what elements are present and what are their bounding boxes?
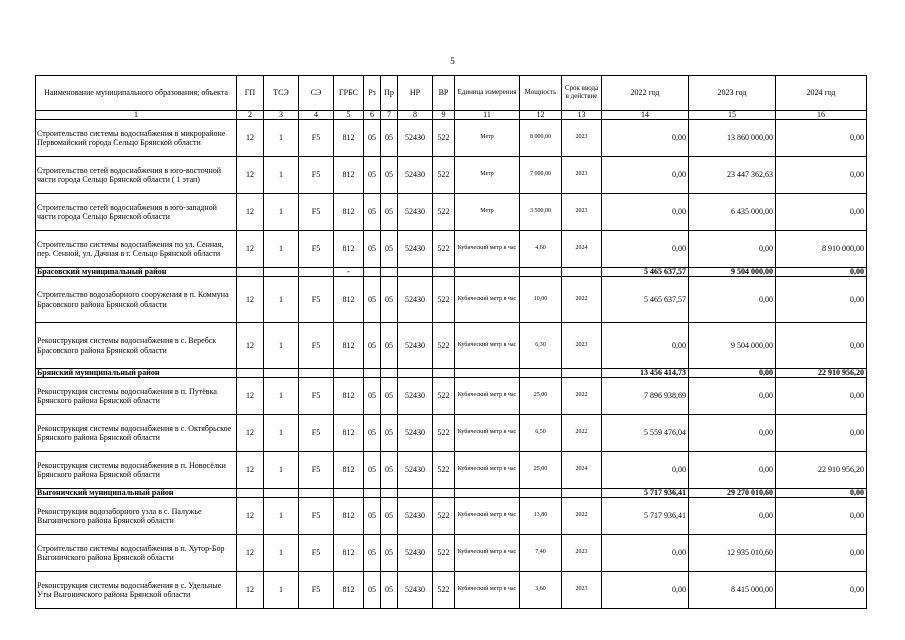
cell-gp: 12 xyxy=(237,498,264,535)
amount-2024: 0,00 xyxy=(776,323,867,369)
cell-tse: 1 xyxy=(264,498,299,535)
cell-term: 2023 xyxy=(562,572,602,609)
cell-gp: 12 xyxy=(237,415,264,452)
object-name: Реконструкция водозаборного узла в с. Палужье Выгоничского района Брянской области xyxy=(36,498,237,535)
cell-unit: Кубический метр в час xyxy=(455,231,520,268)
cell-se: F5 xyxy=(299,120,334,157)
object-name: Строительство системы водоснабжения в п. Хутор-Бор Выгоничского района Брянской области xyxy=(36,535,237,572)
cell-unit: Метр xyxy=(455,157,520,194)
column-number: 7 xyxy=(381,111,398,120)
cell-power xyxy=(520,489,562,498)
cell-tse: 1 xyxy=(264,323,299,369)
cell-se: F5 xyxy=(299,415,334,452)
amount-2024: 0,00 xyxy=(776,194,867,231)
amount-2023: 0,00 xyxy=(689,369,776,378)
cell-nr: 52430 xyxy=(398,277,433,323)
amount-2024: 0,00 xyxy=(776,535,867,572)
amount-2022: 7 896 938,69 xyxy=(602,378,689,415)
object-name: Строительство системы водоснабжения по ул. Сенная, пер. Сенной, ул. Дачная в г. Сельцо Брянской области xyxy=(36,231,237,268)
cell-pr: 05 xyxy=(381,323,398,369)
column-number: 6 xyxy=(364,111,381,120)
table-row xyxy=(36,498,867,535)
table-row xyxy=(36,194,867,231)
cell-vr xyxy=(433,489,455,498)
cell-unit: Метр xyxy=(455,194,520,231)
cell-vr: 522 xyxy=(433,194,455,231)
cell-gp: 12 xyxy=(237,323,264,369)
cell-unit xyxy=(455,369,520,378)
cell-rz: 05 xyxy=(364,323,381,369)
header-gp: ГП xyxy=(237,76,264,111)
object-name: Реконструкция системы водоснабжения в с. Октябрьское Брянского района Брянской области xyxy=(36,415,237,452)
column-number: 15 xyxy=(689,111,776,120)
cell-tse: 1 xyxy=(264,378,299,415)
cell-term: 2022 xyxy=(562,415,602,452)
cell-unit: Кубический метр в час xyxy=(455,277,520,323)
cell-pr: 05 xyxy=(381,452,398,489)
amount-2022: 5 465 637,57 xyxy=(602,277,689,323)
column-number: 1 xyxy=(36,111,237,120)
cell-tse: 1 xyxy=(264,120,299,157)
object-name: Строительство водозаборного сооружения в п. Коммуна Брасовского района Брянской области xyxy=(36,277,237,323)
cell-term: 2023 xyxy=(562,323,602,369)
cell-se: F5 xyxy=(299,572,334,609)
cell-tse xyxy=(264,268,299,277)
cell-grbs xyxy=(334,489,364,498)
table-row xyxy=(36,535,867,572)
cell-se xyxy=(299,369,334,378)
table-row xyxy=(36,231,867,268)
amount-2023: 9 504 000,00 xyxy=(689,323,776,369)
amount-2023: 29 270 010,60 xyxy=(689,489,776,498)
cell-term xyxy=(562,489,602,498)
cell-vr: 522 xyxy=(433,535,455,572)
cell-power: 8 000,00 xyxy=(520,120,562,157)
column-number: 13 xyxy=(562,111,602,120)
amount-2024: 0,00 xyxy=(776,157,867,194)
cell-pr: 05 xyxy=(381,378,398,415)
cell-nr xyxy=(398,268,433,277)
table-row xyxy=(36,452,867,489)
cell-unit: Кубический метр в час xyxy=(455,378,520,415)
cell-term: 2023 xyxy=(562,535,602,572)
cell-gp xyxy=(237,268,264,277)
cell-grbs: 812 xyxy=(334,415,364,452)
cell-gp: 12 xyxy=(237,157,264,194)
district-name: Брасовский муниципальный район xyxy=(36,268,237,277)
cell-grbs: 812 xyxy=(334,498,364,535)
amount-2024: 0,00 xyxy=(776,277,867,323)
cell-tse: 1 xyxy=(264,277,299,323)
cell-gp: 12 xyxy=(237,535,264,572)
amount-2022: 5 465 637,57 xyxy=(602,268,689,277)
amount-2024: 0,00 xyxy=(776,572,867,609)
cell-power xyxy=(520,268,562,277)
cell-power: 6,30 xyxy=(520,323,562,369)
amount-2022: 0,00 xyxy=(602,323,689,369)
object-name: Строительство сетей водоснабжения в юго-западной части города Сельцо Брянской области xyxy=(36,194,237,231)
cell-term: 2024 xyxy=(562,452,602,489)
cell-gp: 12 xyxy=(237,194,264,231)
amount-2023: 9 504 000,00 xyxy=(689,268,776,277)
object-name: Строительство сетей водоснабжения в юго-восточной части города Сельцо Брянской области ( 1 этап) xyxy=(36,157,237,194)
cell-term xyxy=(562,268,602,277)
amount-2024: 0,00 xyxy=(776,415,867,452)
cell-grbs: 812 xyxy=(334,157,364,194)
cell-term: 2022 xyxy=(562,378,602,415)
cell-pr: 05 xyxy=(381,277,398,323)
cell-gp: 12 xyxy=(237,120,264,157)
cell-nr xyxy=(398,369,433,378)
cell-grbs: 812 xyxy=(334,323,364,369)
cell-pr xyxy=(381,369,398,378)
cell-se xyxy=(299,268,334,277)
cell-term xyxy=(562,369,602,378)
amount-2022: 0,00 xyxy=(602,120,689,157)
cell-grbs: 812 xyxy=(334,378,364,415)
cell-rz: 05 xyxy=(364,415,381,452)
cell-unit: Метр xyxy=(455,120,520,157)
cell-rz xyxy=(364,268,381,277)
amount-2022: 0,00 xyxy=(602,157,689,194)
amount-2024: 0,00 xyxy=(776,120,867,157)
district-row xyxy=(36,369,867,378)
cell-power: 25,00 xyxy=(520,452,562,489)
cell-term: 2023 xyxy=(562,120,602,157)
cell-vr: 522 xyxy=(433,277,455,323)
amount-2023: 8 415 000,00 xyxy=(689,572,776,609)
amount-2024: 22 910 956,20 xyxy=(776,369,867,378)
cell-unit: Кубический метр в час xyxy=(455,452,520,489)
header-row xyxy=(36,76,867,111)
cell-rz: 05 xyxy=(364,572,381,609)
table-row xyxy=(36,415,867,452)
cell-vr xyxy=(433,268,455,277)
amount-2023: 6 435 000,00 xyxy=(689,194,776,231)
header-se: СЭ xyxy=(299,76,334,111)
column-number: 11 xyxy=(455,111,520,120)
cell-power: 13,80 xyxy=(520,498,562,535)
cell-gp xyxy=(237,489,264,498)
column-number: 2 xyxy=(237,111,264,120)
cell-se xyxy=(299,489,334,498)
district-row xyxy=(36,489,867,498)
cell-tse: 1 xyxy=(264,452,299,489)
cell-pr: 05 xyxy=(381,415,398,452)
header-2022: 2022 год xyxy=(602,76,689,111)
cell-vr: 522 xyxy=(433,378,455,415)
cell-nr: 52430 xyxy=(398,231,433,268)
amount-2023: 0,00 xyxy=(689,415,776,452)
cell-power: 6,50 xyxy=(520,415,562,452)
amount-2024: 22 910 956,20 xyxy=(776,452,867,489)
cell-unit xyxy=(455,268,520,277)
cell-grbs: 812 xyxy=(334,572,364,609)
header-grbs: ГРБС xyxy=(334,76,364,111)
header-nr: НР xyxy=(398,76,433,111)
header-tse: ТСЭ xyxy=(264,76,299,111)
amount-2023: 13 860 000,00 xyxy=(689,120,776,157)
cell-power: 3,60 xyxy=(520,572,562,609)
column-number: 16 xyxy=(776,111,867,120)
cell-term: 2023 xyxy=(562,194,602,231)
amount-2023: 12 935 010,60 xyxy=(689,535,776,572)
cell-unit xyxy=(455,489,520,498)
cell-rz: 05 xyxy=(364,120,381,157)
cell-vr: 522 xyxy=(433,452,455,489)
table-row xyxy=(36,572,867,609)
amount-2022: 0,00 xyxy=(602,572,689,609)
object-name: Реконструкция системы водоснабжения в с. Веребск Брасовского района Брянской области xyxy=(36,323,237,369)
amount-2022: 5 717 936,41 xyxy=(602,489,689,498)
amount-2024: 0,00 xyxy=(776,268,867,277)
cell-unit: Кубический метр в час xyxy=(455,415,520,452)
cell-power: 25,00 xyxy=(520,378,562,415)
cell-pr xyxy=(381,489,398,498)
column-number: 8 xyxy=(398,111,433,120)
cell-grbs: 812 xyxy=(334,535,364,572)
column-number: 5 xyxy=(334,111,364,120)
cell-rz: 05 xyxy=(364,535,381,572)
cell-grbs: - xyxy=(334,268,364,277)
table-row xyxy=(36,120,867,157)
column-number-row xyxy=(36,111,867,120)
cell-nr: 52430 xyxy=(398,535,433,572)
cell-nr: 52430 xyxy=(398,452,433,489)
cell-pr: 05 xyxy=(381,535,398,572)
cell-se: F5 xyxy=(299,535,334,572)
cell-unit: Кубический метр в час xyxy=(455,323,520,369)
cell-pr xyxy=(381,268,398,277)
cell-nr: 52430 xyxy=(398,415,433,452)
cell-nr: 52430 xyxy=(398,378,433,415)
cell-nr: 52430 xyxy=(398,120,433,157)
amount-2023: 0,00 xyxy=(689,231,776,268)
header-name: Наименование муниципального образования; объекта xyxy=(36,76,237,111)
cell-rz: 05 xyxy=(364,378,381,415)
cell-se: F5 xyxy=(299,231,334,268)
cell-se: F5 xyxy=(299,498,334,535)
cell-gp xyxy=(237,369,264,378)
cell-term: 2023 xyxy=(562,157,602,194)
district-row xyxy=(36,268,867,277)
column-number: 12 xyxy=(520,111,562,120)
cell-grbs xyxy=(334,369,364,378)
amount-2024: 0,00 xyxy=(776,489,867,498)
cell-tse: 1 xyxy=(264,535,299,572)
cell-rz: 05 xyxy=(364,231,381,268)
cell-tse xyxy=(264,489,299,498)
cell-pr: 05 xyxy=(381,498,398,535)
cell-se: F5 xyxy=(299,157,334,194)
cell-term: 2022 xyxy=(562,498,602,535)
cell-rz: 05 xyxy=(364,498,381,535)
cell-pr: 05 xyxy=(381,194,398,231)
cell-grbs: 812 xyxy=(334,452,364,489)
cell-unit: Кубический метр в час xyxy=(455,535,520,572)
header-unit: Единица измерения xyxy=(455,76,520,111)
cell-se: F5 xyxy=(299,277,334,323)
cell-tse: 1 xyxy=(264,415,299,452)
amount-2022: 5 717 936,41 xyxy=(602,498,689,535)
cell-power: 7,40 xyxy=(520,535,562,572)
cell-gp: 12 xyxy=(237,452,264,489)
amount-2023: 0,00 xyxy=(689,452,776,489)
cell-gp: 12 xyxy=(237,378,264,415)
cell-nr: 52430 xyxy=(398,157,433,194)
table-row xyxy=(36,378,867,415)
cell-tse: 1 xyxy=(264,572,299,609)
district-name: Выгоничский муниципальный район xyxy=(36,489,237,498)
cell-unit: Кубический метр в час xyxy=(455,572,520,609)
amount-2024: 0,00 xyxy=(776,498,867,535)
cell-nr xyxy=(398,489,433,498)
cell-power: 3 500,00 xyxy=(520,194,562,231)
cell-vr xyxy=(433,369,455,378)
cell-unit: Кубический метр в час xyxy=(455,498,520,535)
cell-se: F5 xyxy=(299,323,334,369)
cell-vr: 522 xyxy=(433,323,455,369)
amount-2023: 23 447 362,63 xyxy=(689,157,776,194)
object-name: Реконструкция системы водоснабжения в п. Путёвка Брянского района Брянской области xyxy=(36,378,237,415)
table-row xyxy=(36,277,867,323)
cell-pr: 05 xyxy=(381,231,398,268)
cell-tse xyxy=(264,369,299,378)
column-number: 3 xyxy=(264,111,299,120)
cell-vr: 522 xyxy=(433,498,455,535)
cell-se: F5 xyxy=(299,452,334,489)
district-name: Брянский муниципальный район xyxy=(36,369,237,378)
cell-grbs: 812 xyxy=(334,194,364,231)
cell-nr: 52430 xyxy=(398,498,433,535)
cell-rz xyxy=(364,369,381,378)
object-name: Реконструкция системы водоснабжения в п. Новосёлки Брянского района Брянской области xyxy=(36,452,237,489)
cell-vr: 522 xyxy=(433,231,455,268)
cell-se: F5 xyxy=(299,194,334,231)
amount-2022: 0,00 xyxy=(602,535,689,572)
amount-2022: 0,00 xyxy=(602,231,689,268)
column-number: 14 xyxy=(602,111,689,120)
cell-tse: 1 xyxy=(264,194,299,231)
cell-power: 4,60 xyxy=(520,231,562,268)
header-rz: Рз xyxy=(364,76,381,111)
object-name: Реконструкция системы водоснабжения в с. Удельные Уты Выгоничского района Брянской области xyxy=(36,572,237,609)
cell-pr: 05 xyxy=(381,120,398,157)
page-number: 5 xyxy=(450,56,455,66)
header-2024: 2024 год xyxy=(776,76,867,111)
header-power: Мощность xyxy=(520,76,562,111)
cell-gp: 12 xyxy=(237,572,264,609)
cell-vr: 522 xyxy=(433,572,455,609)
cell-grbs: 812 xyxy=(334,277,364,323)
cell-power: 10,00 xyxy=(520,277,562,323)
header-pr: Пр xyxy=(381,76,398,111)
cell-grbs: 812 xyxy=(334,120,364,157)
cell-rz: 05 xyxy=(364,452,381,489)
amount-2024: 0,00 xyxy=(776,378,867,415)
amount-2023: 0,00 xyxy=(689,498,776,535)
cell-grbs: 812 xyxy=(334,231,364,268)
cell-rz: 05 xyxy=(364,194,381,231)
cell-nr: 52430 xyxy=(398,194,433,231)
cell-tse: 1 xyxy=(264,231,299,268)
cell-vr: 522 xyxy=(433,415,455,452)
investment-table xyxy=(35,75,867,609)
column-number: 4 xyxy=(299,111,334,120)
amount-2022: 0,00 xyxy=(602,194,689,231)
cell-vr: 522 xyxy=(433,157,455,194)
cell-vr: 522 xyxy=(433,120,455,157)
header-term: Срок ввода в действие xyxy=(562,76,602,111)
cell-tse: 1 xyxy=(264,157,299,194)
table-row xyxy=(36,157,867,194)
cell-pr: 05 xyxy=(381,157,398,194)
cell-nr: 52430 xyxy=(398,572,433,609)
cell-rz xyxy=(364,489,381,498)
amount-2024: 8 910 000,00 xyxy=(776,231,867,268)
column-number: 9 xyxy=(433,111,455,120)
object-name: Строительство системы водоснабжения в микрорайоне Первомайский города Сельцо Брянской области xyxy=(36,120,237,157)
amount-2022: 5 559 476,04 xyxy=(602,415,689,452)
amount-2022: 13 456 414,73 xyxy=(602,369,689,378)
cell-gp: 12 xyxy=(237,231,264,268)
header-2023: 2023 год xyxy=(689,76,776,111)
cell-term: 2024 xyxy=(562,231,602,268)
cell-pr: 05 xyxy=(381,572,398,609)
cell-power: 7 000,00 xyxy=(520,157,562,194)
cell-nr: 52430 xyxy=(398,323,433,369)
cell-rz: 05 xyxy=(364,157,381,194)
cell-term: 2022 xyxy=(562,277,602,323)
amount-2023: 0,00 xyxy=(689,277,776,323)
amount-2022: 0,00 xyxy=(602,452,689,489)
amount-2023: 0,00 xyxy=(689,378,776,415)
header-vr: ВР xyxy=(433,76,455,111)
table-row xyxy=(36,323,867,369)
cell-se: F5 xyxy=(299,378,334,415)
cell-gp: 12 xyxy=(237,277,264,323)
cell-rz: 05 xyxy=(364,277,381,323)
cell-power xyxy=(520,369,562,378)
